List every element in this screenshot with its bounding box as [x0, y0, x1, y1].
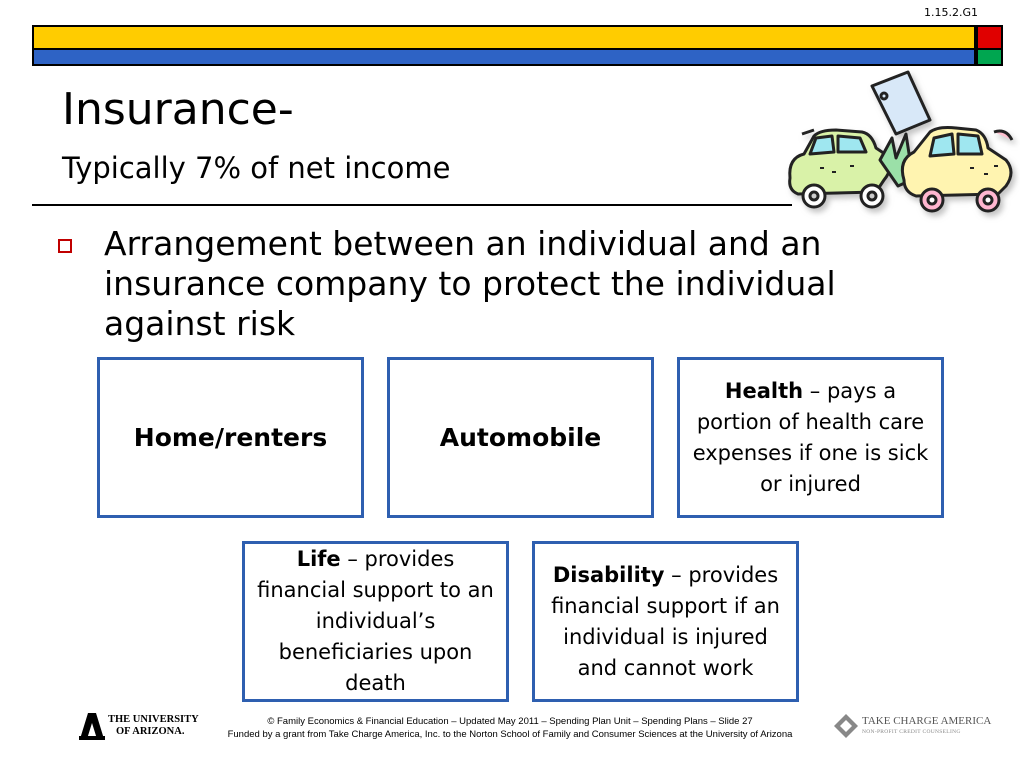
ua-logo-text	[108, 714, 199, 738]
card-life	[242, 541, 509, 702]
header-blue-bar	[32, 50, 976, 66]
card-home-label: Home/renters	[133, 423, 328, 452]
tca-logo-text	[862, 716, 991, 738]
tca-name: TAKE CHARGE AMERICA	[862, 715, 992, 727]
title-rule	[32, 204, 792, 206]
bullet-square-icon	[58, 239, 72, 253]
ua-line1: THE UNIVERSITY	[108, 714, 199, 725]
footer-line1: © Family Economics & Financial Education – Updated May 2011 – Spending Plan Unit – Spending Plans – Slide 27	[267, 716, 753, 727]
footer-line2: Funded by a grant from Take Charge America, Inc. to the Norton School of Family and Consumer Sciences at the University of Arizona	[227, 729, 793, 740]
card-life-text: – provides financial support to an individual’s beneficiaries upon death	[257, 547, 494, 695]
card-health	[677, 357, 944, 518]
header-red-square	[976, 25, 1003, 50]
slide-code: 1.15.2.G1	[923, 6, 978, 19]
ua-logo-icon	[78, 711, 106, 741]
car-crash-clipart-icon	[780, 68, 1020, 228]
card-disability-title: Disability	[552, 562, 665, 587]
bullet-text: Arrangement between an individual and an insurance company to protect the individual against risk	[104, 224, 836, 343]
card-health-text: – pays a portion of health care expenses if one is sick or injured	[692, 378, 929, 496]
card-disability-text: – provides financial support if an individual is injured and cannot work	[551, 562, 780, 680]
card-auto-label: Automobile	[439, 423, 602, 452]
card-health-title: Health	[724, 378, 804, 403]
ua-line2: OF ARIZONA.	[116, 726, 185, 737]
card-disability	[532, 541, 799, 702]
tca-logo-icon	[832, 712, 860, 740]
header-yellow-bar	[32, 25, 976, 50]
card-life-title: Life	[296, 547, 341, 571]
tca-tagline: NON-PROFIT CREDIT COUNSELING	[862, 729, 961, 735]
header-green-square	[976, 50, 1003, 66]
slide-subtitle: Typically 7% of net income	[62, 151, 451, 185]
slide-title: Insurance-	[62, 84, 294, 135]
card-automobile	[387, 357, 654, 518]
card-home-renters	[97, 357, 364, 518]
